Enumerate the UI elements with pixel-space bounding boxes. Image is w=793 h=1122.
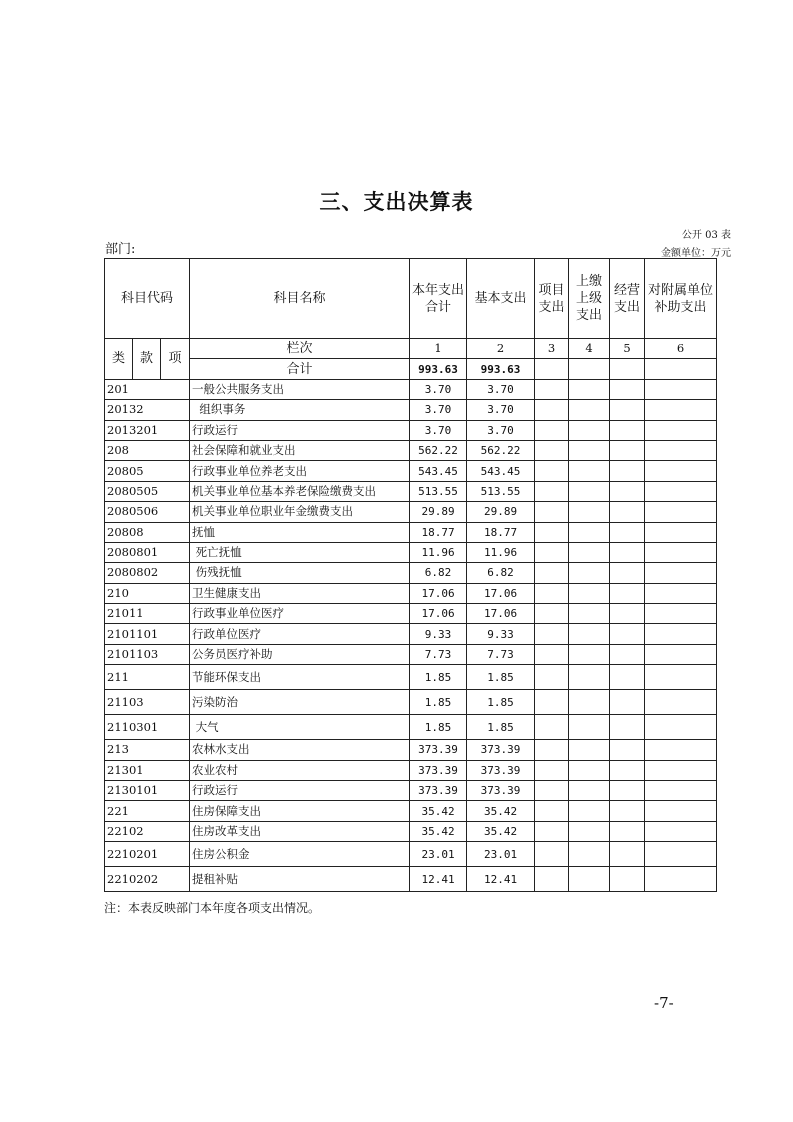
row-operate [610,481,645,501]
row-code: 2110301 [105,715,190,740]
row-project [535,379,569,399]
row-name: 一般公共服务支出 [190,379,410,399]
row-basic: 9.33 [467,624,535,644]
row-name: 节能环保支出 [190,665,410,690]
row-subsidy [645,715,717,740]
row-total: 3.70 [410,420,467,440]
row-operate [610,715,645,740]
row-remit [569,502,610,522]
row-code: 2080505 [105,481,190,501]
header-total: 本年支出合计 [410,259,467,339]
row-code: 2210201 [105,842,190,867]
row-remit [569,624,610,644]
row-subsidy [645,379,717,399]
row-basic: 17.06 [467,583,535,603]
row-basic: 12.41 [467,867,535,892]
row-basic: 6.82 [467,563,535,583]
row-basic: 18.77 [467,522,535,542]
column-index-3: 3 [535,339,569,359]
table-row [105,644,717,664]
table-row [105,715,717,740]
row-remit [569,583,610,603]
row-remit [569,461,610,481]
row-code: 22102 [105,821,190,841]
row-subsidy [645,502,717,522]
row-total: 7.73 [410,644,467,664]
row-subsidy [645,842,717,867]
row-project [535,715,569,740]
row-total: 17.06 [410,583,467,603]
row-total: 373.39 [410,760,467,780]
row-name: 提租补贴 [190,867,410,892]
row-name: 大气 [190,715,410,740]
row-name: 污染防治 [190,690,410,715]
table-row [105,740,717,760]
row-total: 35.42 [410,801,467,821]
row-subsidy [645,624,717,644]
row-project [535,502,569,522]
row-remit [569,665,610,690]
row-total: 373.39 [410,781,467,801]
row-remit [569,440,610,460]
row-operate [610,781,645,801]
table-row [105,760,717,780]
row-basic: 373.39 [467,760,535,780]
row-remit [569,842,610,867]
row-project [535,440,569,460]
row-basic: 35.42 [467,801,535,821]
row-total: 18.77 [410,522,467,542]
row-total: 35.42 [410,821,467,841]
row-name: 农业农村 [190,760,410,780]
row-code: 2210202 [105,867,190,892]
row-project [535,821,569,841]
row-total: 29.89 [410,502,467,522]
row-remit [569,522,610,542]
row-project [535,563,569,583]
row-remit [569,781,610,801]
row-basic: 513.55 [467,481,535,501]
table-row [105,801,717,821]
row-operate [610,867,645,892]
row-operate [610,644,645,664]
row-operate [610,801,645,821]
row-name: 行政事业单位医疗 [190,604,410,624]
row-name: 卫生健康支出 [190,583,410,603]
row-remit [569,690,610,715]
table-row [105,379,717,399]
row-subsidy [645,644,717,664]
row-total: 9.33 [410,624,467,644]
total-label: 合计 [190,359,410,379]
row-operate [610,420,645,440]
row-subsidy [645,781,717,801]
row-subsidy [645,563,717,583]
row-subsidy [645,690,717,715]
row-operate [610,563,645,583]
header-project: 项目支出 [535,259,569,339]
row-code: 211 [105,665,190,690]
header-xiang: 项 [161,339,190,380]
row-project [535,400,569,420]
row-project [535,842,569,867]
row-subsidy [645,760,717,780]
column-index-row [105,339,717,359]
row-total: 1.85 [410,690,467,715]
row-subsidy [645,542,717,562]
row-name: 伤残抚恤 [190,563,410,583]
row-code: 210 [105,583,190,603]
row-code: 2101103 [105,644,190,664]
row-operate [610,624,645,644]
row-project [535,461,569,481]
row-total: 1.85 [410,665,467,690]
row-operate [610,665,645,690]
row-total: 12.41 [410,867,467,892]
total-remit [569,359,610,379]
row-code: 2013201 [105,420,190,440]
row-project [535,420,569,440]
row-subsidy [645,400,717,420]
row-name: 行政运行 [190,781,410,801]
row-basic: 35.42 [467,821,535,841]
table-row [105,481,717,501]
row-operate [610,400,645,420]
row-subsidy [645,522,717,542]
table-row [105,542,717,562]
row-subsidy [645,440,717,460]
row-remit [569,760,610,780]
column-index-label: 栏次 [190,339,410,359]
row-operate [610,760,645,780]
row-subsidy [645,481,717,501]
row-operate [610,583,645,603]
header-code: 科目代码 [105,259,190,339]
row-basic: 17.06 [467,604,535,624]
header-name: 科目名称 [190,259,410,339]
total-operate [610,359,645,379]
row-operate [610,379,645,399]
row-name: 住房保障支出 [190,801,410,821]
header-row [105,259,717,339]
row-project [535,690,569,715]
row-remit [569,400,610,420]
row-name: 行政单位医疗 [190,624,410,644]
row-subsidy [645,867,717,892]
row-remit [569,379,610,399]
row-project [535,760,569,780]
row-remit [569,420,610,440]
column-index-6: 6 [645,339,717,359]
row-total: 6.82 [410,563,467,583]
row-project [535,481,569,501]
row-basic: 3.70 [467,420,535,440]
row-remit [569,481,610,501]
row-operate [610,740,645,760]
total-subsidy [645,359,717,379]
row-name: 社会保障和就业支出 [190,440,410,460]
row-total: 3.70 [410,400,467,420]
row-project [535,624,569,644]
row-basic: 3.70 [467,379,535,399]
row-subsidy [645,665,717,690]
row-operate [610,502,645,522]
row-project [535,665,569,690]
row-basic: 373.39 [467,740,535,760]
row-subsidy [645,821,717,841]
row-subsidy [645,604,717,624]
row-code: 2080506 [105,502,190,522]
row-code: 20805 [105,461,190,481]
row-name: 死亡抚恤 [190,542,410,562]
table-row [105,440,717,460]
row-code: 221 [105,801,190,821]
row-project [535,644,569,664]
page-title: 三、支出决算表 [319,190,474,214]
column-index-2: 2 [467,339,535,359]
header-subsidy: 对附属单位补助支出 [645,259,717,339]
row-total: 1.85 [410,715,467,740]
row-basic: 23.01 [467,842,535,867]
row-total: 3.70 [410,379,467,399]
form-number: 公开 03 表 [681,230,731,241]
row-basic: 7.73 [467,644,535,664]
header-remit: 上缴上级支出 [569,259,610,339]
row-code: 213 [105,740,190,760]
row-operate [610,440,645,460]
row-basic: 29.89 [467,502,535,522]
row-total: 11.96 [410,542,467,562]
row-name: 机关事业单位基本养老保险缴费支出 [190,481,410,501]
table-row [105,583,717,603]
header-lei: 类 [105,339,133,380]
row-total: 373.39 [410,740,467,760]
expenditure-table [104,258,717,892]
row-remit [569,644,610,664]
row-subsidy [645,583,717,603]
row-code: 208 [105,440,190,460]
row-operate [610,522,645,542]
row-total: 562.22 [410,440,467,460]
row-basic: 1.85 [467,715,535,740]
table-row [105,420,717,440]
table-row [105,400,717,420]
header-operate: 经营支出 [610,259,645,339]
table-row [105,821,717,841]
row-project [535,583,569,603]
row-code: 21103 [105,690,190,715]
row-total: 23.01 [410,842,467,867]
row-operate [610,690,645,715]
row-total: 17.06 [410,604,467,624]
footnote: 注：本表反映部门本年度各项支出情况。 [104,901,321,915]
row-remit [569,740,610,760]
column-index-4: 4 [569,339,610,359]
row-project [535,604,569,624]
row-subsidy [645,801,717,821]
column-index-5: 5 [610,339,645,359]
row-basic: 373.39 [467,781,535,801]
row-name: 公务员医疗补助 [190,644,410,664]
row-name: 农林水支出 [190,740,410,760]
row-operate [610,604,645,624]
row-code: 2080802 [105,563,190,583]
total-project [535,359,569,379]
row-subsidy [645,420,717,440]
total-row [105,359,717,379]
total-basic: 993.63 [467,359,535,379]
row-basic: 543.45 [467,461,535,481]
row-project [535,542,569,562]
row-name: 行政事业单位养老支出 [190,461,410,481]
row-code: 2080801 [105,542,190,562]
column-index-1: 1 [410,339,467,359]
row-code: 20132 [105,400,190,420]
row-name: 住房公积金 [190,842,410,867]
table-row [105,502,717,522]
row-operate [610,542,645,562]
row-basic: 562.22 [467,440,535,460]
header-basic: 基本支出 [467,259,535,339]
table-row [105,842,717,867]
table-row [105,665,717,690]
row-basic: 1.85 [467,690,535,715]
unit-label: 金额单位：万元 [661,248,731,259]
table-row [105,604,717,624]
row-basic: 11.96 [467,542,535,562]
row-name: 机关事业单位职业年金缴费支出 [190,502,410,522]
row-name: 组织事务 [190,400,410,420]
row-project [535,867,569,892]
row-code: 21301 [105,760,190,780]
row-project [535,801,569,821]
row-operate [610,461,645,481]
row-subsidy [645,740,717,760]
row-remit [569,801,610,821]
table-row [105,624,717,644]
row-code: 2130101 [105,781,190,801]
row-name: 住房改革支出 [190,821,410,841]
row-subsidy [645,461,717,481]
row-name: 行政运行 [190,420,410,440]
table-row [105,867,717,892]
table-row [105,522,717,542]
row-operate [610,842,645,867]
table-row [105,461,717,481]
row-remit [569,821,610,841]
row-code: 2101101 [105,624,190,644]
row-total: 513.55 [410,481,467,501]
row-remit [569,867,610,892]
row-remit [569,715,610,740]
row-remit [569,542,610,562]
row-code: 201 [105,379,190,399]
row-code: 20808 [105,522,190,542]
table-row [105,690,717,715]
total-amount: 993.63 [410,359,467,379]
row-remit [569,563,610,583]
row-name: 抚恤 [190,522,410,542]
row-total: 543.45 [410,461,467,481]
row-project [535,522,569,542]
row-project [535,781,569,801]
row-remit [569,604,610,624]
table-row [105,781,717,801]
row-project [535,740,569,760]
row-operate [610,821,645,841]
table-row [105,563,717,583]
page-number: -7- [654,994,674,1012]
row-basic: 3.70 [467,400,535,420]
department-label: 部门: [105,242,136,257]
row-code: 21011 [105,604,190,624]
header-kuan: 款 [133,339,161,380]
row-basic: 1.85 [467,665,535,690]
